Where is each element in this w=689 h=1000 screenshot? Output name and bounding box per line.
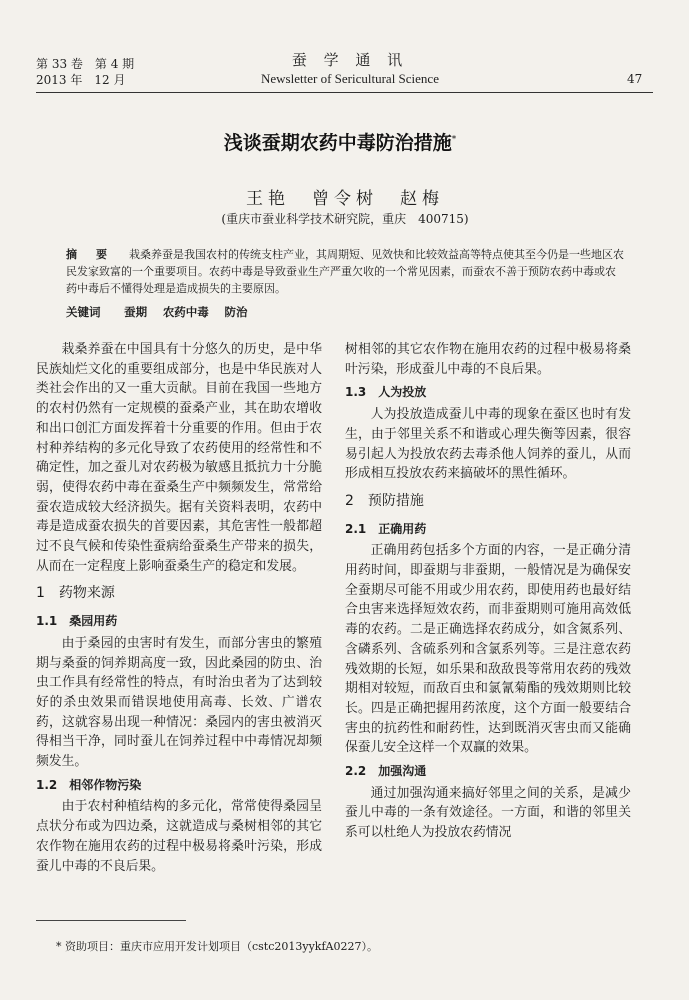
- subsection-heading: 1.1 桑园用药: [36, 614, 118, 629]
- author-list: 王艳 曾令树 赵梅: [246, 189, 444, 209]
- section-heading: 2 预防措施: [345, 492, 424, 509]
- abstract: [66, 246, 626, 297]
- abstract-text: 栽桑养蚕是我国农村的传统支柱产业，其周期短、见效快和比较效益高等特点使其至今仍是一些地区农民发家致富的一个重要项目。农药中毒是导致蚕业生产严重欠收的一个常见因素，而蚕农不善于预防农药中毒或农药中毒后不懂得处理是造成损失的主要原因。: [66, 248, 624, 295]
- issue-date: 2013 年 12 月: [36, 73, 126, 87]
- volume-issue: 第 33 卷 第 4 期: [36, 57, 135, 71]
- affiliation: (重庆市蚕业科学技术研究院，重庆 400715): [221, 212, 469, 226]
- intro-paragraph: 栽桑养蚕在中国具有十分悠久的历史，是中华民族灿烂文化的重要组成部分，也是中华民族对人类社会作出的又一重大贡献。目前在我国一些地方的农村仍然有一定规模的蚕桑产业，其在助农增收和出口创汇方面发挥着十分重要的作用。但由于农村种养结构的多元化导致了农药使用的经常性和不确定性，加之蚕儿对农药极为敏感且抵抗力十分脆弱，使得农药中毒在蚕桑生产中频频发生，常常给蚕农造成较大经济损失。据有关资料表明，农药中毒是造成蚕农损失的首要因素，其危害性一般都超过不良气候和传染性蚕病给蚕桑生产带来的损失，从而在一定程度上影响蚕桑生产的稳定和发展。: [36, 342, 322, 574]
- body-paragraph: 人为投放造成蚕儿中毒的现象在蚕区也时有发生，由于邻里关系不和谐或心理失衡等因素，很容易引起人为投放农药去毒杀他人饲养的蚕儿，从而形成相互投放农药来搞破坏的黑性循环。: [345, 407, 631, 482]
- body-paragraph: 正确用药包括多个方面的内容，一是正确分清用药时间，即蚕期与非蚕期，一般情况是为确保安全蚕期尽可能不用或少用农药，即使用药也最好结合虫害来选择短效农药，而非蚕期则可施用高效低毒的农药。二是正确选择农药成分，如含氮系列、含磷系列、含硫系列和含氯系列等。三是注意农药残效期的长短，如乐果和敌敌畏等常用农药的残效期相对较短，而敌百虫和氯氰菊酯的残效期则比较长。四是正确把握用药浓度，这个方面一般要结合害虫的抗药性和耐药性，达到既消灭害虫而又能确保蚕儿安全这样一个双赢的效果。: [345, 543, 631, 756]
- subsection-heading: 1.3 人为投放: [345, 385, 427, 400]
- abstract-label: 摘 要: [66, 248, 111, 261]
- page-number: 47: [627, 72, 643, 86]
- body-paragraph: 由于桑园的虫害时有发生，而部分害虫的繁殖期与桑蚕的饲养期高度一致，因此桑园的防虫、治虫工作具有经常性的特点，有时治虫者为了达到较好的杀虫效果而错误地使用高毒、长效、广谱农药，这就容易出现一种情况：桑园内的害虫被消灭得相当干净，同时蚕儿在饲养过程中中毒情况却频频发生。: [36, 635, 322, 770]
- header-rule: [36, 92, 653, 93]
- keyword: 蚕期: [124, 305, 148, 319]
- keyword: 农药中毒: [162, 305, 209, 319]
- keywords-label: 关键词: [66, 305, 101, 319]
- article-title: [150, 128, 530, 155]
- title-text: 浅谈蚕期农药中毒防治措施: [223, 132, 452, 154]
- issue-info: [36, 56, 134, 88]
- subsection-heading: 2.1 正确用药: [345, 521, 427, 536]
- subsection-heading: 2.2 加强沟通: [345, 764, 427, 779]
- body-paragraph: 通过加强沟通来搞好邻里之间的关系，是减少蚕儿中毒的一条有效途径。一方面，和谐的邻里关系可以杜绝人为投放农药情况: [345, 785, 631, 841]
- journal-masthead: [200, 50, 500, 88]
- body-paragraph: 由于农村种植结构的多元化，常常使得桑园呈点状分布或为四边桑，这就造成与桑树相邻的其它农作物在施用农药的过程中极易将桑叶污染，形成蚕儿中毒的不良后果。: [36, 799, 322, 874]
- subsection-heading: 1.2 相邻作物污染: [36, 777, 142, 792]
- right-column: [345, 340, 631, 843]
- left-column: [36, 340, 322, 874]
- journal-name-cn: 蚕 学 通 讯: [291, 51, 409, 69]
- footnote-rule: [36, 920, 186, 921]
- keyword: 防治: [224, 305, 248, 319]
- title-footnote-mark: *: [451, 134, 457, 145]
- section-heading: 1 药物来源: [36, 585, 115, 602]
- keywords: [66, 304, 259, 320]
- journal-name-en: Newsletter of Sericultural Science: [261, 71, 439, 86]
- footnote: * 资助项目：重庆市应用开发计划项目（cstc2013yykfA0227）。: [56, 940, 378, 953]
- body-paragraph-continued: 树相邻的其它农作物在施用农药的过程中极易将桑叶污染，形成蚕儿中毒的不良后果。: [345, 342, 631, 377]
